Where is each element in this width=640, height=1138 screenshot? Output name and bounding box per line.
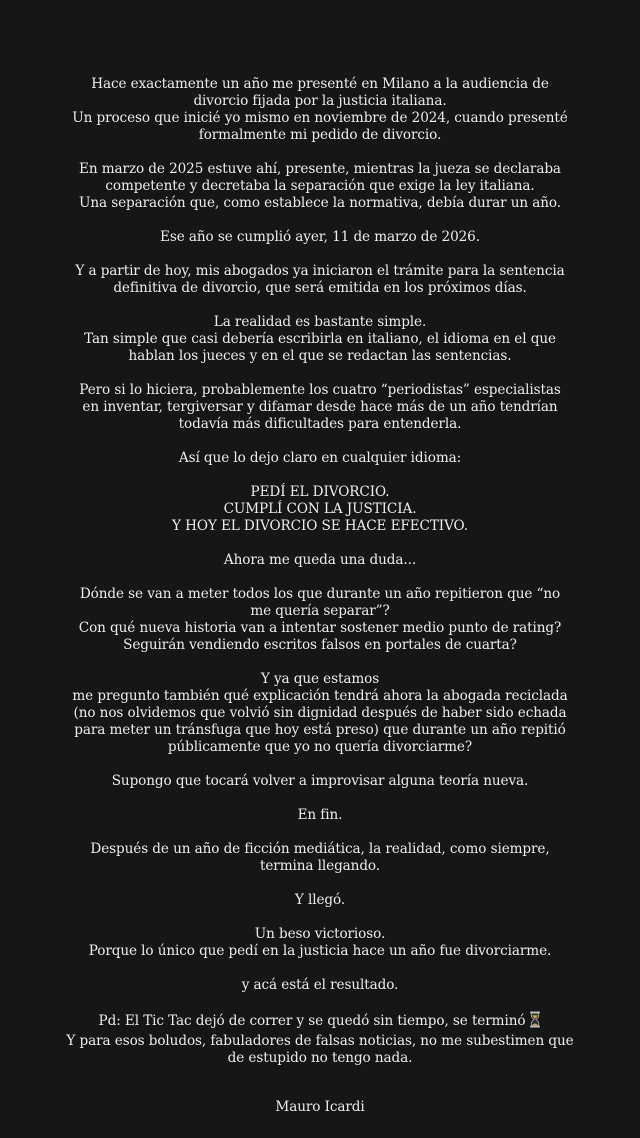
text-line: Una separación que, como establece la normativa, debía durar un año. [79,195,561,211]
text-line: Y a partir de hoy, mis abogados ya iniciaron el trámite para la sentencia definitiva de divorcio, que será emitida en los próximos días. [75,263,565,296]
text-line: Un beso victorioso. [254,926,386,942]
text-line: PEDÍ EL DIVORCIO. [250,484,390,500]
text-line: Y ya que estamos [260,671,380,687]
text-line: Con qué nueva historia van a intentar sostener medio punto de rating? [78,620,562,636]
paragraph-4 [70,263,570,297]
paragraph-11 [60,671,580,756]
postscript-text: Pd: El Tic Tac dejó de correr y se quedó sin tiempo, se terminó [98,1013,526,1029]
text-line: Ese año se cumplió ayer, 11 de marzo de 2026. [160,229,480,245]
hourglass-icon [529,1011,541,1033]
paragraph-9 [70,552,570,569]
text-line: Dónde se van a meter todos los que durante un año repitieron que “no me quería separar”? [79,586,561,619]
paragraph-12 [70,773,570,790]
postscript [60,1011,580,1067]
story-text [0,76,640,1133]
text-line: Seguirán vendiendo escritos falsos en portales de cuarta? [123,637,517,653]
paragraph-13 [70,807,570,824]
text-line: Ahora me queda una duda... [223,552,417,568]
text-line: En fin. [297,807,343,823]
paragraph-16 [70,926,570,960]
paragraph-3 [70,229,570,246]
text-line: Supongo que tocará volver a improvisar alguna teoría nueva. [111,773,529,789]
text-line: La realidad es bastante simple. [213,314,427,330]
text-line: Después de un año de ficción mediática, la realidad, como siempre, termina llegando. [90,841,550,874]
paragraph-6 [70,382,570,433]
text-line: Tan simple que casi debería escribirla en italiano, el idioma en el que hablan los jueces y en el que se redactan las sentencias. [84,331,556,364]
text-line: Así que lo dejo claro en cualquier idioma: [178,450,462,466]
text-line: y acá está el resultado. [241,977,399,993]
paragraph-8 [70,484,570,535]
text-line: CUMPLÍ CON LA JUSTICIA. [223,501,417,517]
text-line: Hace exactamente un año me presenté en Milano a la audiencia de divorcio fijada por la justicia italiana. [91,76,549,109]
postscript-line-1 [60,1011,580,1033]
text-line: me pregunto también qué explicación tendrá ahora la abogada reciclada (no nos olvidemos que volvió sin dignidad después de haber sido echada para meter un tránsfuga que hoy está preso) que durante un año repitió públicamente que yo no quería divorciarme? [72,688,568,755]
text-line: Pero si lo hiciera, probablemente los cuatro “periodistas” especialistas en inventar, tergiversar y difamar desde hace más de un año tendrían todavía más dificultades para entenderla. [79,382,561,432]
text-line: Y llegó. [294,892,346,908]
paragraph-14 [70,841,570,875]
paragraph-7 [70,450,570,467]
signature: Mauro Icardi [275,1099,365,1115]
postscript-line-2: Y para esos boludos, fabuladores de falsas noticias, no me subestimen que de estupido no tengo nada. [66,1033,574,1066]
text-line: Porque lo único que pedí en la justicia hace un año fue divorciarme. [88,943,552,959]
text-line: Y HOY EL DIVORCIO SE HACE EFECTIVO. [171,518,469,534]
paragraph-2 [70,161,570,212]
text-line: En marzo de 2025 estuve ahí, presente, mientras la jueza se declaraba competente y decretaba la separación que exige la ley italiana. [79,161,561,194]
paragraph-17 [70,977,570,994]
paragraph-15 [70,892,570,909]
paragraph-5 [70,314,570,365]
paragraph-1 [70,76,570,144]
paragraph-10 [70,586,570,654]
text-line: Un proceso que inicié yo mismo en noviembre de 2024, cuando presenté formalmente mi pedido de divorcio. [72,110,568,143]
